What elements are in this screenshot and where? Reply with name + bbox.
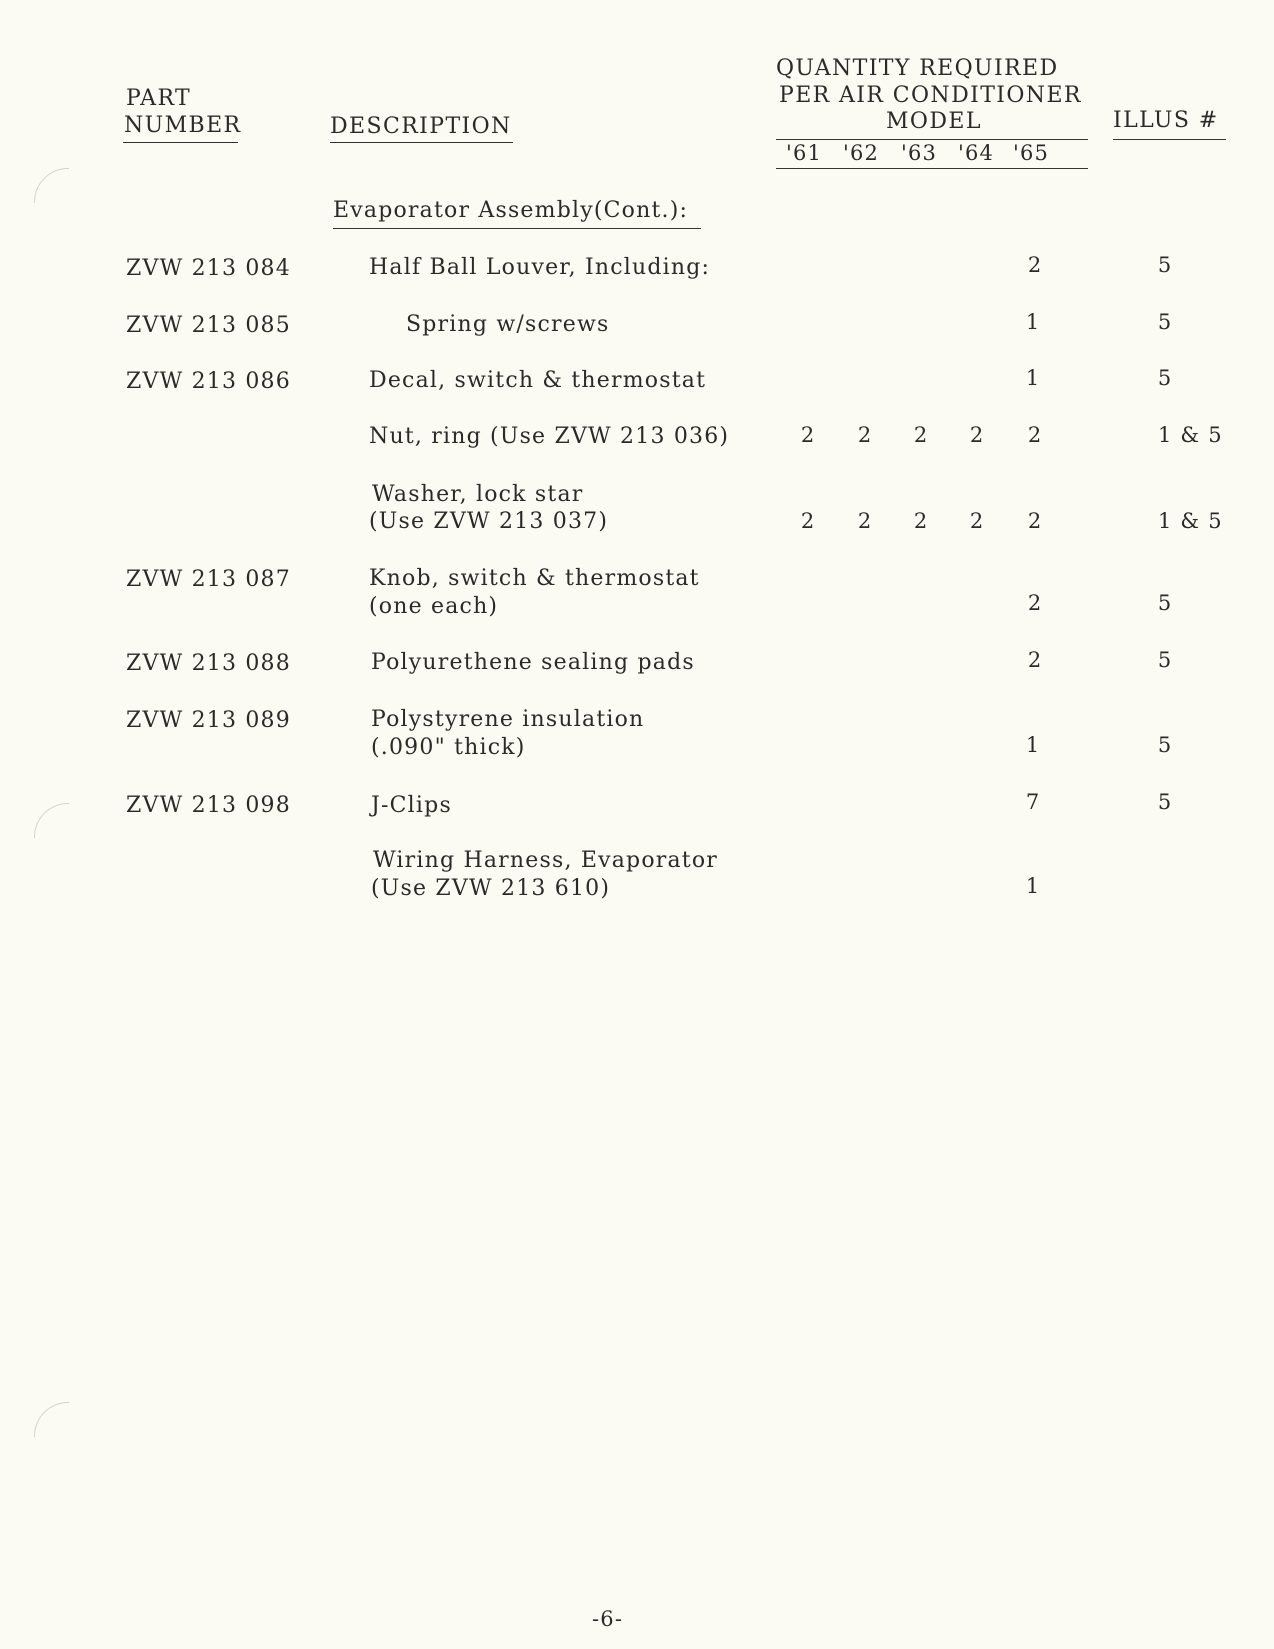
qty-65: 2 [1027, 591, 1043, 615]
punch-hole-mark [34, 1402, 69, 1437]
qty-62: 2 [857, 509, 873, 533]
illus-number: 5 [1157, 790, 1173, 814]
illus-number: 5 [1157, 733, 1173, 757]
qty-63: 2 [913, 509, 929, 533]
qty-65: 7 [1025, 790, 1041, 814]
qty-65: 2 [1027, 509, 1043, 533]
punch-hole-mark [34, 168, 69, 203]
qty-61: 2 [800, 509, 816, 533]
header-illus: ILLUS # [1113, 108, 1219, 133]
header-qty-line3: MODEL [886, 109, 982, 134]
description: Washer, lock star [372, 482, 584, 507]
part-number: ZVW 213 087 [126, 567, 291, 592]
description: Half Ball Louver, Including: [369, 255, 711, 280]
part-number: ZVW 213 098 [126, 793, 291, 818]
header-year-63: '63 [901, 141, 938, 165]
part-number: ZVW 213 086 [126, 369, 291, 394]
header-year-65: '65 [1013, 141, 1050, 165]
qty-63: 2 [913, 423, 929, 447]
qty-62: 2 [857, 423, 873, 447]
illus-number: 5 [1157, 310, 1173, 334]
header-year-61: '61 [786, 141, 823, 165]
page-number: -6- [592, 1607, 624, 1631]
header-qty-rule-bottom [776, 168, 1088, 169]
description-line2: (Use ZVW 213 610) [371, 876, 611, 901]
part-number: ZVW 213 088 [126, 651, 291, 676]
header-year-64: '64 [958, 141, 995, 165]
description: Polyurethene sealing pads [371, 650, 695, 675]
header-part-line2: NUMBER [124, 113, 242, 138]
header-qty-line1: QUANTITY REQUIRED [776, 56, 1059, 81]
illus-number: 5 [1157, 648, 1173, 672]
qty-65: 1 [1025, 310, 1041, 334]
description-line2: (.090" thick) [371, 735, 526, 760]
section-title-underline [333, 228, 701, 229]
qty-65: 1 [1025, 874, 1041, 898]
description: J-Clips [371, 793, 452, 818]
qty-65: 2 [1027, 423, 1043, 447]
header-part-line1: PART [126, 86, 192, 111]
qty-65: 2 [1027, 253, 1043, 277]
description: Polystyrene insulation [371, 707, 645, 732]
header-description: DESCRIPTION [330, 114, 512, 139]
illus-number: 5 [1157, 366, 1173, 390]
part-number: ZVW 213 084 [126, 256, 291, 281]
section-title: Evaporator Assembly(Cont.): [333, 198, 689, 223]
header-description-underline [330, 142, 513, 143]
illus-number: 5 [1157, 591, 1173, 615]
header-qty-line2: PER AIR CONDITIONER [779, 83, 1082, 108]
description: Nut, ring (Use ZVW 213 036) [369, 424, 730, 449]
punch-hole-mark [34, 803, 69, 838]
qty-64: 2 [969, 423, 985, 447]
description-line2: (one each) [369, 594, 499, 619]
part-number: ZVW 213 089 [126, 708, 291, 733]
illus-number: 5 [1157, 253, 1173, 277]
qty-64: 2 [969, 509, 985, 533]
qty-61: 2 [800, 423, 816, 447]
header-year-62: '62 [843, 141, 880, 165]
description: Spring w/screws [406, 312, 610, 337]
description: Knob, switch & thermostat [369, 566, 700, 591]
header-illus-underline [1113, 139, 1226, 140]
qty-65: 1 [1025, 366, 1041, 390]
qty-65: 2 [1027, 648, 1043, 672]
qty-65: 1 [1025, 733, 1041, 757]
part-number: ZVW 213 085 [126, 313, 291, 338]
header-part-underline [123, 142, 238, 143]
description-line2: (Use ZVW 213 037) [369, 509, 609, 534]
illus-number: 1 & 5 [1158, 423, 1223, 447]
description: Decal, switch & thermostat [369, 368, 707, 393]
illus-number: 1 & 5 [1158, 509, 1223, 533]
description: Wiring Harness, Evaporator [373, 848, 719, 873]
